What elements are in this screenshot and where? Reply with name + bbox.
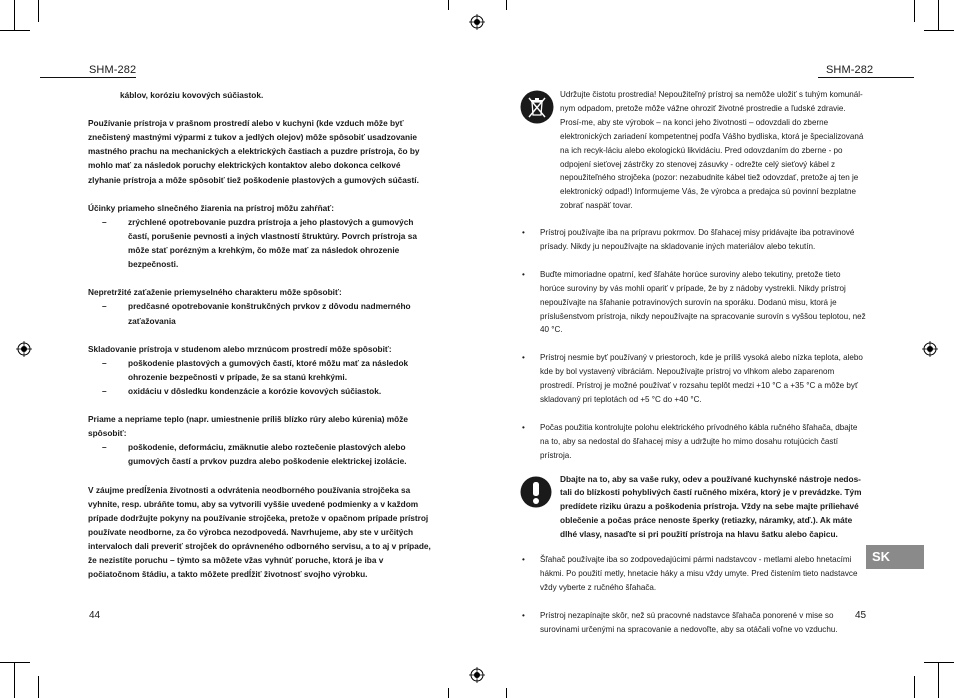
bullet-marker: • [522, 555, 525, 565]
dash-marker: – [102, 216, 107, 227]
list-item: • Prístroj používajte iba na prípravu pokrmov. Do šľahacej misy pridávajte iba potravinové prísady. Nikdy ju nepoužívajte na skladovanie iných materiálov alebo tekutín. [520, 226, 866, 254]
crop-mark [924, 30, 954, 31]
language-tab: SK [866, 545, 924, 569]
dash-marker: – [102, 301, 107, 312]
list-item: – oxidáciu v dôsledku kondenzácie a korózie kovových súčiastok. [88, 384, 434, 398]
crosshair-mark-icon [469, 667, 485, 683]
crosshair-mark-icon [469, 14, 485, 30]
warning-notice [520, 473, 866, 543]
bullet-marker: • [522, 353, 525, 363]
list-item: • Prístroj nezapínajte skôr, než sú pracovné nadstavce šľahača ponorené v mise so surovinami určenými na spracovanie a nedovoľte, aby sa otáčali voľne vo vzduchu. [520, 609, 866, 637]
paragraph: Používanie prístroja v prašnom prostredí alebo v kuchyni (kde vzduch môže byť znečistený mastnými výparmi z tukov a jedlých olejov) môže spôsobiť usadzovanie mastného prachu na mechanických a elektrických častiach a puzdre prístroja, čo by mohlo mať za následok poruchy elektrických kontaktov alebo dokonca celkové zlyhanie prístroja a môže spôsobiť tiež poškodenie plastových a gumových súčastí. [88, 118, 420, 185]
crop-mark [506, 688, 507, 698]
list-item: – predčasné opotrebovanie konštrukčných prvkov z dôvodu nadmerného zaťažovania [88, 299, 434, 327]
warning-text: Dbajte na to, aby sa vaše ruky, odev a používané kuchynské nástroje nedos-tali do blízkosti pohyblivých častí ručného mixéra, ktorý je v prevádzke. Tým predídete riziku úrazu a poškodenia prístroja. Vždy na sebe majte príliehavé oblečenie a počas práce nenoste šperky (retiazky, náramky, atď.). Ak máte dlhé vlasy, nasaďte si pri použití prístroja na hlavu šatku alebo čapicu. [560, 473, 862, 540]
weee-text: Udržujte čistotu prostredia! Nepoužiteľný prístroj sa nemôže uložiť s tuhým komunál-nym odpadom, pretože môže vážne ohroziť životné prostredie a ľudské zdravie. Prosí-me, aby ste výrobok – na konci jeho životnosti – odovzdali do zberne elektronických zariadení kompetentnej podľa Vášho bydliska, ktorá je špecializovaná na ich recyk-láciu alebo ekologickú likvidáciu. Pred odovzdaním do zberne - po odpojení sieťovej zástrčky zo stenovej zásuvky - odrežte celý sieťový kábel z nepoužiteľného strojčeka (pozor: nezabudnite kábel tiež odovzdať, pretože aj ten je elektronický odpad!) Informujeme Vás, že výrobca a predajca sú povinní bezplatne zobrať naspäť tovar. [560, 90, 864, 211]
weee-notice [520, 88, 866, 213]
bullet-marker: • [522, 422, 525, 432]
list-item: – poškodenie plastových a gumových častí, ktoré môžu mať za následok ohrozenie bezpečnosti v prípade, že sa stanú krehkými. [88, 356, 434, 384]
bullet-marker: • [522, 269, 525, 279]
crop-mark [914, 676, 915, 698]
section-title: Účinky priameho slnečného žiarenia na prístroj môžu zahŕňať: [88, 202, 335, 213]
crop-mark [448, 688, 449, 698]
crop-mark [38, 676, 39, 698]
right-page-content [520, 88, 866, 636]
crop-mark [924, 662, 954, 663]
dash-marker: – [102, 385, 107, 396]
bullet-marker: • [522, 610, 525, 620]
crop-mark [914, 0, 915, 22]
crop-mark [38, 0, 39, 22]
exclamation-icon [520, 476, 552, 508]
crosshair-mark-icon [16, 341, 32, 357]
list-item: – zrýchlené opotrebovanie puzdra prístroja a jeho plastových a gumových častí, porušenie pevnosti a iných vlastností štruktúry. Povrch prístroja sa môže stať porézným a krehkým, čo môže mať za následok ohrozenie bezpečnosti. [88, 215, 434, 271]
model-label-left: SHM-282 [89, 64, 137, 76]
crop-mark [14, 662, 15, 698]
paragraph: káblov, koróziu kovových súčiastok. [120, 90, 264, 100]
section-title: Priame a nepriame teplo (napr. umiestnenie príliš blízko rúry alebo kúrenia) môže spôsobiť: [88, 414, 408, 439]
header-rule-right [818, 77, 914, 78]
crop-mark [506, 0, 507, 10]
dash-marker: – [102, 357, 107, 368]
crop-mark [0, 30, 30, 31]
crop-mark [14, 0, 15, 30]
crosshair-mark-icon [922, 341, 938, 357]
header-rule-left [40, 77, 136, 78]
list-item: • Buďte mimoriadne opatrní, keď šľaháte horúce suroviny alebo tekutiny, pretože tieto horúce suroviny by vás mohli opariť v prípade, že by z nádoby vystrekli. Nikdy prístroj nepoužívajte na šľahanie potravinových surovín na sporáku. Dodanú misu, ktorá je príslušenstvom prístroja, nikdy nepoužívajte na spracovanie surovín s vyššou teplotou, než 40 °C. [520, 268, 866, 338]
list-item: • Šľahač používajte iba so zodpovedajúcimi pármi nadstavcov - metlami alebo hnetacími hákmi. Po použití metly, hnetacie háky a misu vždy umyte. Pred čistením tieto nadstavce vždy vyberte z ručného šľahača. [520, 553, 866, 595]
crossed-bin-icon [520, 90, 554, 124]
section-title: Nepretržité zaťaženie priemyselného charakteru môže spôsobiť: [88, 287, 342, 298]
crop-mark [448, 0, 449, 10]
list-item: – poškodenie, deformáciu, zmäknutie alebo roztečenie plastových alebo gumových častí a prvkov puzdra alebo poškodenie elektrickej izolácie. [88, 440, 434, 468]
crop-mark [0, 662, 30, 663]
list-item: • Prístroj nesmie byť používaný v priestoroch, kde je príliš vysoká alebo nízka teplota, alebo kde by bol vystavený vibráciám. Nepoužívajte prístroj vo vlhkom alebo zaparenom prostredí. Prístroj je možné používať v rozsahu teplôt medzi +10 °C a +35 °C a môže byť skladovaný pri teplotách od +5 °C do +40 °C. [520, 351, 866, 407]
page-number-right: 45 [855, 610, 867, 621]
crop-mark [938, 0, 939, 30]
list-item: • Počas použitia kontrolujte polohu elektrického prívodného kábla ručného šľahača, dbajte na to, aby sa nedostal do šľahacej misy a udržujte ho mimo dosahu rotujúcich častí prístroja. [520, 421, 866, 463]
page-number-left: 44 [89, 610, 101, 621]
left-page-content [88, 88, 434, 581]
bullet-marker: • [522, 228, 525, 238]
section-title: Skladovanie prístroja v studenom alebo mrznúcom prostredí môže spôsobiť: [88, 343, 392, 354]
model-label-right: SHM-282 [826, 64, 874, 76]
paragraph: V záujme predĺženia životnosti a odvrátenia neodborného používania strojčeka sa vyhnite, resp. ubráňte tomu, aby sa vytvorili vyššie uvedené podmienky a v každom prípade dodržujte pokyny na používanie strojčeka, pretože v opačnom prípade prístroj používate neodborne, za čo výrobca nezodpovedá. Navrhujeme, aby ste v určitých intervaloch dali preveriť strojček do oprávneného odborného servisu, a to aj v prípade, že nezistíte poruchu – týmto sa môžete vžas vyhnúť poruche, ktorá je iba v počiatočnom štádiu, a takto môžete predĺžiť životnosť svojho výrobku. [88, 484, 431, 580]
crop-mark [938, 662, 939, 698]
dash-marker: – [102, 442, 107, 453]
